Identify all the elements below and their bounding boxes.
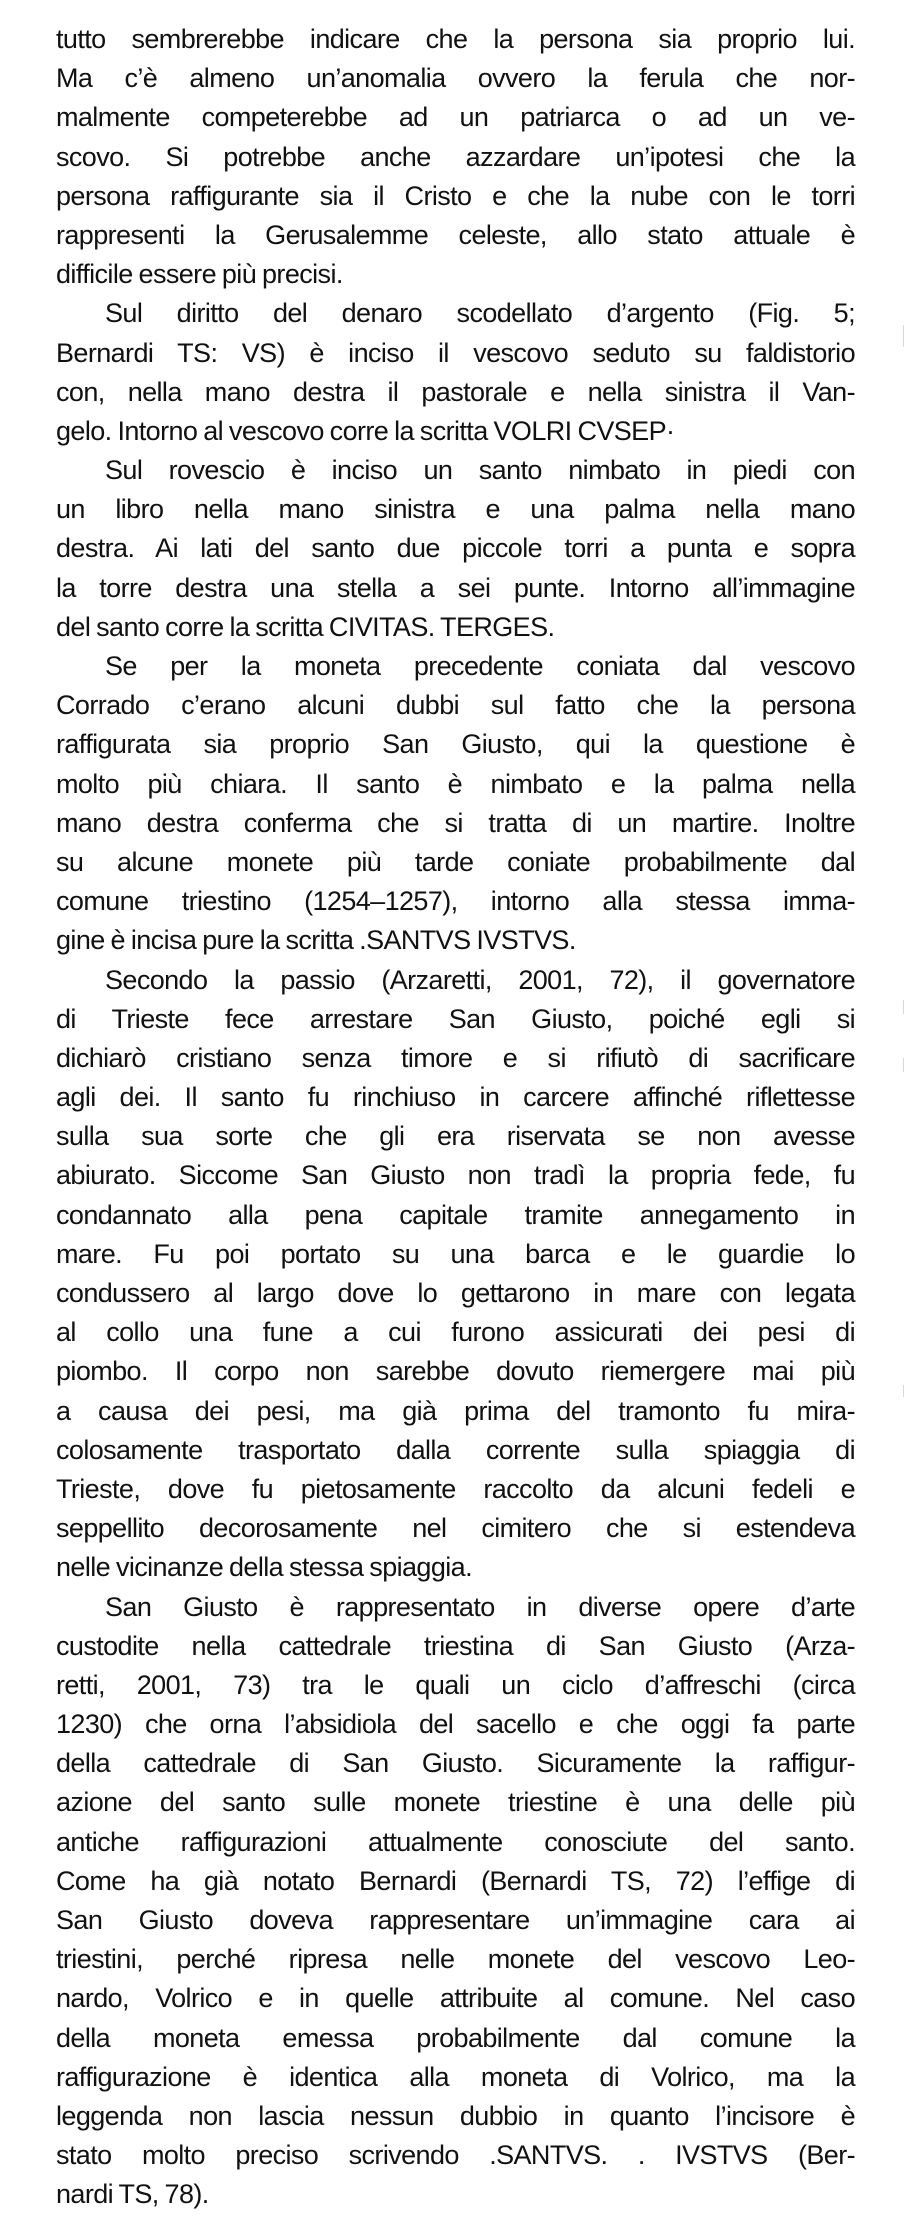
text-line: Se per la moneta precedente coniata dal vescovo xyxy=(105,651,855,681)
text-line: con, nella mano destra il pastorale e nella sinistra il Van- xyxy=(56,376,855,407)
text-line: scovo. Si potrebbe anche azzardare un’ipotesi che la xyxy=(56,141,855,172)
text-line: rappresenti la Gerusalemme celeste, allo stato attuale è xyxy=(56,219,855,250)
paragraph-passio-narrative xyxy=(56,961,855,1588)
text-line: molto più chiara. Il santo è nimbato e la palma nella xyxy=(56,768,855,799)
scan-edge-mark xyxy=(903,325,904,347)
scan-edge-mark xyxy=(903,1385,904,1397)
text-line: Ma c’è almeno un’anomalia ovvero la ferula che nor- xyxy=(56,63,855,94)
scan-edge-mark xyxy=(903,1058,904,1072)
text-line: raffigurata sia proprio San Giusto, qui la questione è xyxy=(56,729,855,760)
text-line: colosamente trasportato dalla corrente sulla spiaggia di xyxy=(56,1434,855,1465)
text-line: mano destra conferma che si tratta di un martire. Inoltre xyxy=(56,807,855,838)
text-line: Trieste, dove fu pietosamente raccolto da alcuni fedeli e xyxy=(56,1473,855,1504)
text-line: destra. Ai lati del santo due piccole torri a punta e sopra xyxy=(56,533,855,564)
text-line: custodite nella cattedrale triestina di San Giusto (Arza- xyxy=(56,1630,855,1661)
text-line: comune triestino (1254–1257), intorno alla stessa imma- xyxy=(56,886,855,917)
text-line: un libro nella mano sinistra e una palma nella mano xyxy=(56,494,855,525)
text-line: nelle vicinanze della stessa spiaggia. xyxy=(56,1552,472,1583)
text-line: a causa dei pesi, ma già prima del tramonto fu mira- xyxy=(56,1395,855,1426)
text-line: abiurato. Siccome San Giusto non tradì la propria fede, fu xyxy=(56,1160,855,1191)
text-line: triestini, perché ripresa nelle monete del vescovo Leo- xyxy=(56,1944,855,1975)
text-line: raffigurazione è identica alla moneta di Volrico, ma la xyxy=(56,2061,855,2092)
paragraph-san-giusto-identification xyxy=(56,647,855,961)
text-line: al collo una fune a cui furono assicurati dei pesi di xyxy=(56,1317,855,1348)
text-line: su alcune monete più tarde coniate probabilmente dal xyxy=(56,846,855,877)
text-line: San Giusto è rappresentato in diverse opere d’arte xyxy=(105,1591,855,1622)
text-line: stato molto preciso scrivendo .SANTVS. . IVSTVS (Ber- xyxy=(56,2140,855,2171)
text-line: malmente competerebbe ad un patriarca o ad un ve- xyxy=(56,102,855,133)
text-line: la torre destra una stella a sei punte. Intorno all’immagine xyxy=(56,572,855,603)
scan-edge-mark xyxy=(903,1000,904,1014)
text-line: gelo. Intorno al vescovo corre la scritta VOLRI CVSEP· xyxy=(56,415,675,446)
text-line: condussero al largo dove lo gettarono in mare con legata xyxy=(56,1278,855,1308)
text-line: nardi TS, 78). xyxy=(56,2179,209,2210)
paragraph-coin-obverse xyxy=(56,294,855,451)
text-line: agli dei. Il santo fu rinchiuso in carcere affinché riflettesse xyxy=(56,1082,855,1113)
document-page xyxy=(56,20,855,2215)
text-line: gine è incisa pure la scritta .SANTVS IVSTVS. xyxy=(56,925,576,956)
text-line: della moneta emessa probabilmente dal comune la xyxy=(56,2022,855,2053)
text-line: seppellito decorosamente nel cimitero che si estendeva xyxy=(56,1513,855,1544)
paragraph-continued-intro xyxy=(56,20,855,294)
paragraph-artistic-representations xyxy=(56,1588,855,2215)
text-line: San Giusto doveva rappresentare un’immagine cara ai xyxy=(56,1905,855,1935)
text-line: del santo corre la scritta CIVITAS. TERGES. xyxy=(56,611,555,642)
text-line: leggenda non lascia nessun dubbio in quanto l’incisore è xyxy=(56,2100,855,2131)
text-line: mare. Fu poi portato su una barca e le guardie lo xyxy=(56,1238,855,1269)
text-line: Sul diritto del denaro scodellato d’argento (Fig. 5; xyxy=(105,298,855,329)
paragraph-coin-reverse xyxy=(56,451,855,647)
text-line: azione del santo sulle monete triestine è una delle più xyxy=(56,1787,855,1818)
text-line: Sul rovescio è inciso un santo nimbato in piedi con xyxy=(105,455,855,486)
text-line: retti, 2001, 73) tra le quali un ciclo d’affreschi (circa xyxy=(56,1669,855,1700)
text-line: nardo, Volrico e in quelle attribuite al comune. Nel caso xyxy=(56,1983,855,2014)
text-line: piombo. Il corpo non sarebbe dovuto riemergere mai più xyxy=(56,1356,855,1387)
text-line: antiche raffigurazioni attualmente conosciute del santo. xyxy=(56,1826,855,1857)
text-line: tutto sembrerebbe indicare che la persona sia proprio lui. xyxy=(56,24,855,54)
text-line: dichiarò cristiano senza timore e si rifiutò di sacrificare xyxy=(56,1042,855,1073)
text-line: Corrado c’erano alcuni dubbi sul fatto che la persona xyxy=(56,690,855,721)
text-line: Bernardi TS: VS) è inciso il vescovo seduto su faldistorio xyxy=(56,337,855,368)
text-line: persona raffigurante sia il Cristo e che la nube con le torri xyxy=(56,180,855,211)
text-line: 1230) che orna l’absidiola del sacello e che oggi fa parte xyxy=(56,1709,855,1740)
text-line: della cattedrale di San Giusto. Sicuramente la raffigur- xyxy=(56,1748,855,1779)
text-line: sulla sua sorte che gli era riservata se non avesse xyxy=(56,1121,855,1152)
text-line: Secondo la passio (Arzaretti, 2001, 72), il governatore xyxy=(105,964,855,995)
text-line: condannato alla pena capitale tramite annegamento in xyxy=(56,1199,855,1230)
text-line: Come ha già notato Bernardi (Bernardi TS, 72) l’effige di xyxy=(56,1865,855,1896)
text-line: di Trieste fece arrestare San Giusto, poiché egli si xyxy=(56,1003,855,1034)
text-line: difficile essere più precisi. xyxy=(56,259,343,290)
